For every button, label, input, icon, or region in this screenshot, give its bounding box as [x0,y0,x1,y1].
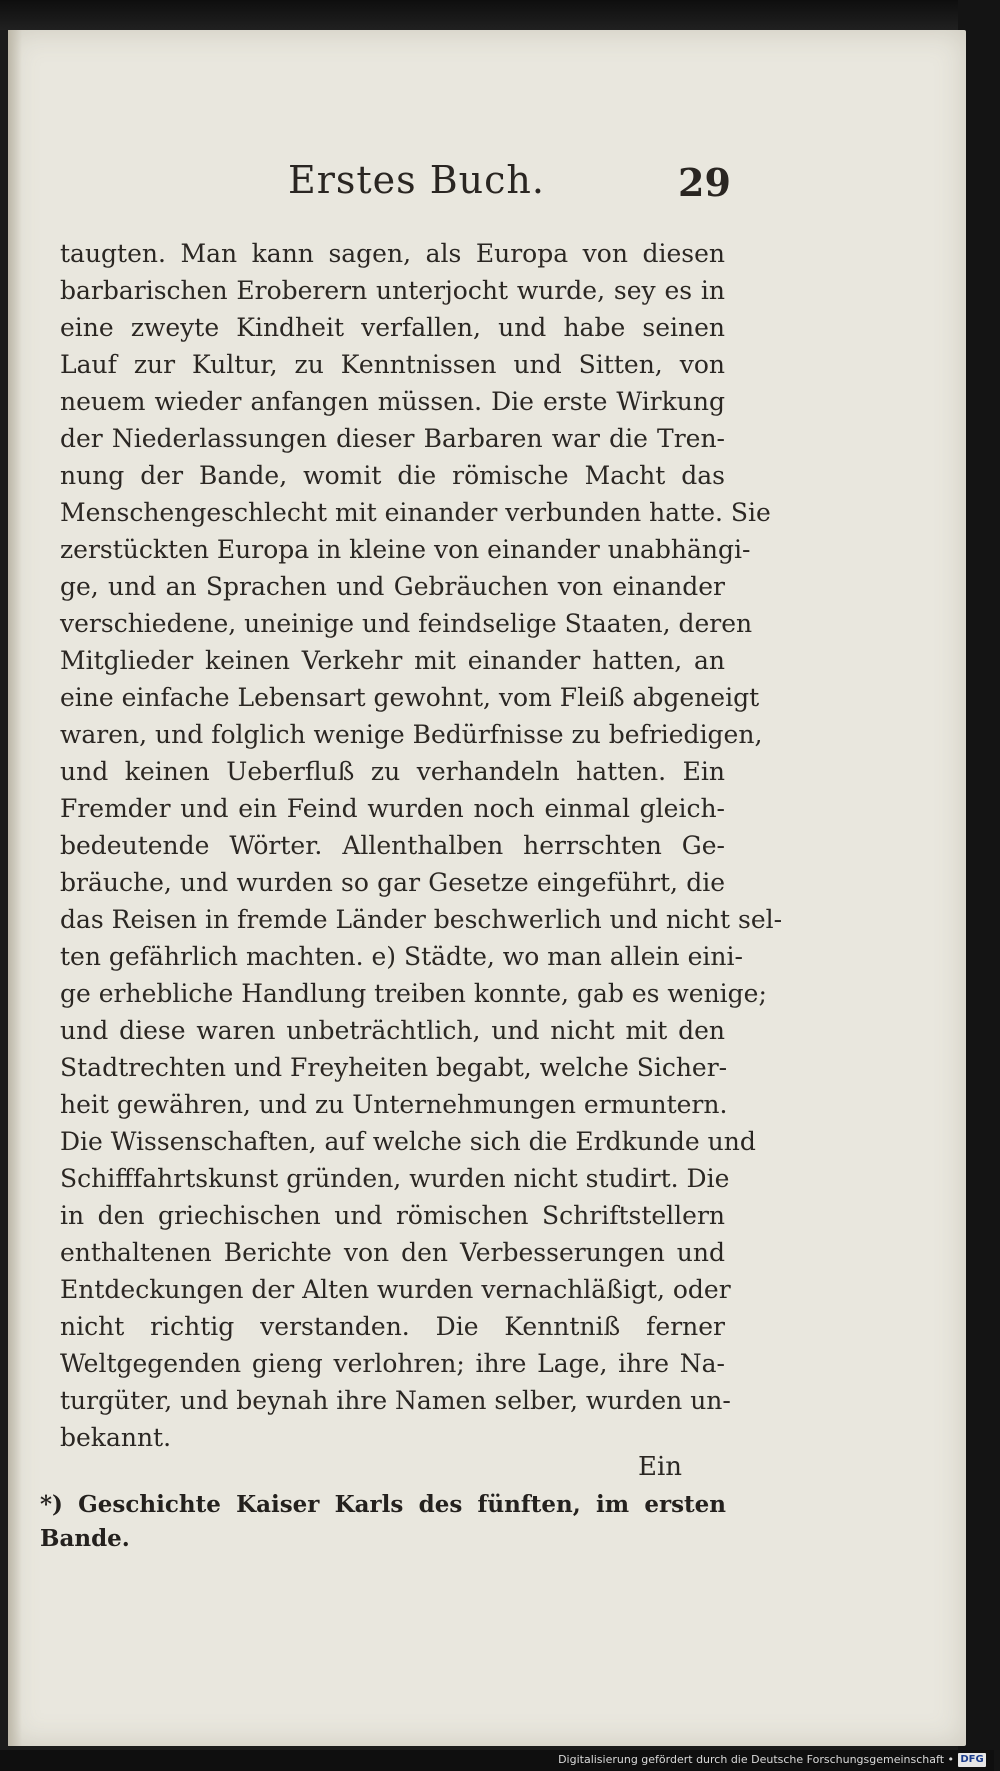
text-line: Schifffahrtskunst gründen, wurden nicht studirt. Die [60,1164,730,1193]
text-line: Fremder und ein Feind wurden noch einmal gleich- [60,794,725,823]
text-line: heit gewähren, und zu Unternehmungen ermuntern. [60,1090,728,1119]
footnote-line: Bande. [40,1525,130,1552]
text-line: eine einfache Lebensart gewohnt, vom Fleiß abgeneigt [60,683,760,712]
running-title: Erstes Buch. [288,158,545,202]
text-line: in den griechischen und römischen Schriftstellern [60,1201,725,1230]
text-line: nung der Bande, womit die römische Macht das [60,461,725,490]
text-line: enthaltenen Berichte von den Verbesserungen und [60,1238,725,1267]
text-line: turgüter, und beynah ihre Namen selber, wurden un- [60,1386,731,1415]
page-number: 29 [678,160,731,205]
text-line: waren, und folglich wenige Bedürfnisse zu befriedigen, [60,720,763,749]
book-page [8,30,966,1746]
text-line: bräuche, und wurden so gar Gesetze eingeführt, die [60,868,725,897]
text-line: Lauf zur Kultur, zu Kenntnissen und Sitten, von [60,350,725,379]
credit-text: Digitalisierung gefördert durch die Deutsche Forschungsgemeinschaft • [558,1753,954,1766]
catchword: Ein [638,1452,683,1482]
footnote-line: *) Geschichte Kaiser Karls des fünften, im ersten [40,1491,726,1518]
text-line: Menschengeschlecht mit einander verbunden hatte. Sie [60,498,771,527]
text-line: Die Wissenschaften, auf welche sich die Erdkunde und [60,1127,756,1156]
text-line: nicht richtig verstanden. Die Kenntniß ferner [60,1312,725,1341]
text-line: ten gefährlich machten. e) Städte, wo man allein eini- [60,942,743,971]
dfg-logo-icon: DFG [958,1753,986,1767]
text-line: bedeutende Wörter. Allenthalben herrschten Ge- [60,831,725,860]
text-line: Entdeckungen der Alten wurden vernachläßigt, oder [60,1275,731,1304]
text-line: barbarischen Eroberern unterjocht wurde, sey es in [60,276,725,305]
text-line: zerstückten Europa in kleine von einander unabhängi- [60,535,751,564]
text-line: eine zweyte Kindheit verfallen, und habe seinen [60,313,725,342]
text-line: Stadtrechten und Freyheiten begabt, welche Sicher- [60,1053,728,1082]
page-header [8,148,966,208]
digitization-credit-bar [0,1750,994,1771]
text-line: ge, und an Sprachen und Gebräuchen von einander [60,572,725,601]
text-line: ge erhebliche Handlung treiben konnte, gab es wenige; [60,979,767,1008]
footnote [40,1488,726,1556]
text-line: bekannt. [60,1423,172,1452]
text-line: neuem wieder anfangen müssen. Die erste Wirkung [60,387,725,416]
page-gutter-shadow [8,30,22,1746]
text-line: Mitglieder keinen Verkehr mit einander hatten, an [60,646,725,675]
text-line: verschiedene, uneinige und feindselige Staaten, deren [60,609,753,638]
text-line: und keinen Ueberfluß zu verhandeln hatten. Ein [60,757,725,786]
text-line: der Niederlassungen dieser Barbaren war die Tren- [60,424,725,453]
text-line: Weltgegenden gieng verlohren; ihre Lage, ihre Na- [60,1349,725,1378]
text-line: und diese waren unbeträchtlich, und nicht mit den [60,1016,725,1045]
body-text [60,235,783,1456]
scan-top-border [0,0,1000,30]
text-line: das Reisen in fremde Länder beschwerlich und nicht sel- [60,905,783,934]
text-line: taugten. Man kann sagen, als Europa von diesen [60,239,725,268]
